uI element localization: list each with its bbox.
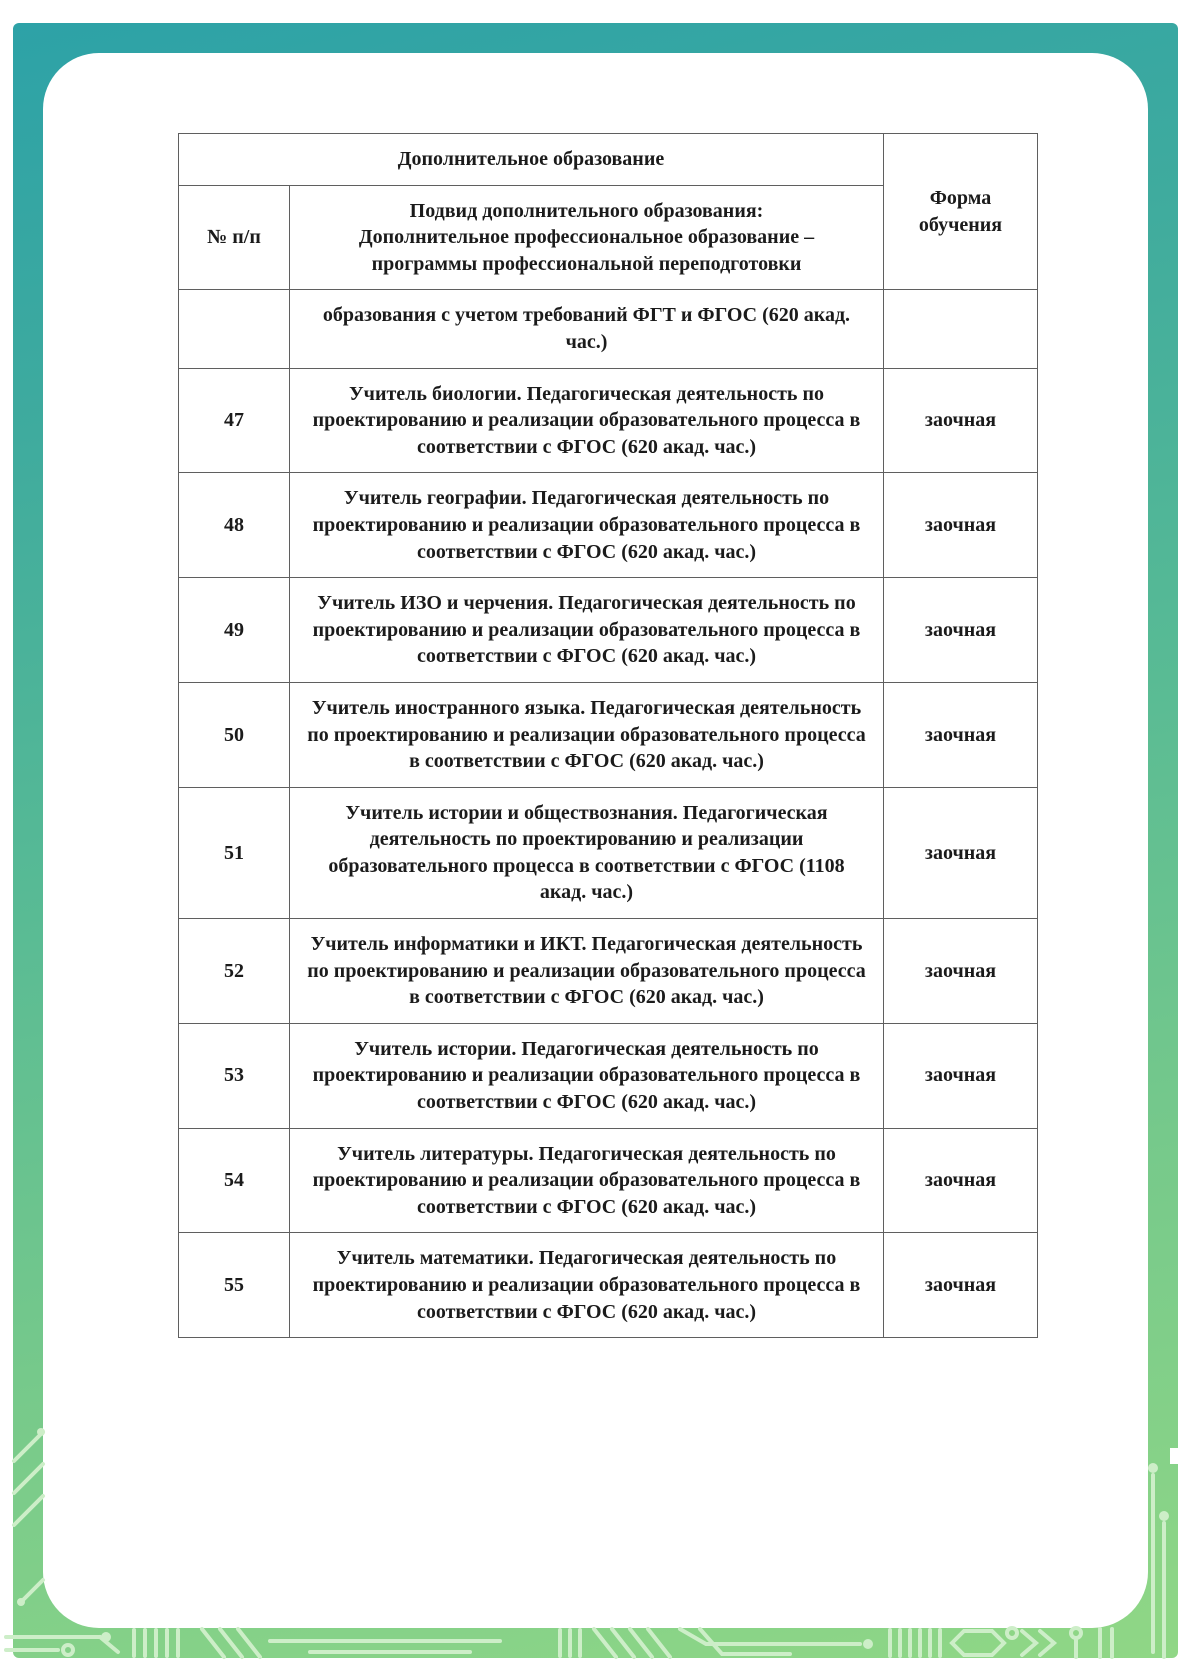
program-description-cell: Учитель истории и обществознания. Педагогическая деятельность по проектированию и реализации образовательного процесса в соответствии с ФГОС (1108 акад. час.) <box>290 787 884 918</box>
table-row <box>179 682 1038 787</box>
education-table <box>178 133 1038 1338</box>
table-header-row-group <box>179 134 1038 186</box>
study-form-cell: заочная <box>884 1128 1038 1233</box>
study-form-cell: заочная <box>884 578 1038 683</box>
header-subtype-line-3: программы профессиональной переподготовки <box>371 252 802 275</box>
table-row <box>179 787 1038 918</box>
study-form-cell <box>884 290 1038 368</box>
program-description-cell: Учитель истории. Педагогическая деятельность по проектированию и реализации образовательного процесса в соответствии с ФГОС (620 акад. час.) <box>290 1023 884 1128</box>
program-description-cell: Учитель информатики и ИКТ. Педагогическая деятельность по проектированию и реализации образовательного процесса в соответствии с ФГОС (620 акад. час.) <box>290 919 884 1024</box>
header-row-number: № п/п <box>179 185 290 290</box>
program-description-cell: Учитель географии. Педагогическая деятельность по проектированию и реализации образовательного процесса в соответствии с ФГОС (620 акад. час.) <box>290 473 884 578</box>
program-description-cell: Учитель литературы. Педагогическая деятельность по проектированию и реализации образовательного процесса в соответствии с ФГОС (620 акад. час.) <box>290 1128 884 1233</box>
row-number-cell: 51 <box>179 787 290 918</box>
program-description-cell: Учитель ИЗО и черчения. Педагогическая деятельность по проектированию и реализации образовательного процесса в соответствии с ФГОС (620 акад. час.) <box>290 578 884 683</box>
program-description-cell: Учитель биологии. Педагогическая деятельность по проектированию и реализации образовательного процесса в соответствии с ФГОС (620 акад. час.) <box>290 368 884 473</box>
row-number-cell: 55 <box>179 1233 290 1338</box>
header-subtype-line-1: Подвид дополнительного образования: <box>409 199 764 222</box>
table-row <box>179 1023 1038 1128</box>
table-header <box>179 134 1038 290</box>
study-form-cell: заочная <box>884 473 1038 578</box>
table-row <box>179 578 1038 683</box>
study-form-cell: заочная <box>884 787 1038 918</box>
header-subtype-line-2: Дополнительное профессиональное образование – <box>358 226 815 249</box>
table-row <box>179 368 1038 473</box>
study-form-cell: заочная <box>884 682 1038 787</box>
study-form-cell: заочная <box>884 1233 1038 1338</box>
table-row <box>179 1128 1038 1233</box>
row-number-cell: 48 <box>179 473 290 578</box>
table-body <box>179 290 1038 1338</box>
row-number-cell: 52 <box>179 919 290 1024</box>
program-description-cell: Учитель математики. Педагогическая деятельность по проектированию и реализации образовательного процесса в соответствии с ФГОС (620 акад. час.) <box>290 1233 884 1338</box>
table-row <box>179 919 1038 1024</box>
study-form-cell: заочная <box>884 368 1038 473</box>
header-study-form: Форма обучения <box>884 134 1038 290</box>
row-number-cell <box>179 290 290 368</box>
program-description-cell: Учитель иностранного языка. Педагогическая деятельность по проектированию и реализации образовательного процесса в соответствии с ФГОС (620 акад. час.) <box>290 682 884 787</box>
row-number-cell: 49 <box>179 578 290 683</box>
header-program-subtype <box>290 185 884 290</box>
table-row <box>179 1233 1038 1338</box>
header-group-title: Дополнительное образование <box>179 134 884 186</box>
study-form-cell: заочная <box>884 919 1038 1024</box>
table-row <box>179 290 1038 368</box>
row-number-cell: 54 <box>179 1128 290 1233</box>
row-number-cell: 47 <box>179 368 290 473</box>
table-row <box>179 473 1038 578</box>
study-form-cell: заочная <box>884 1023 1038 1128</box>
row-number-cell: 50 <box>179 682 290 787</box>
program-description-cell: образования с учетом требований ФГТ и ФГОС (620 акад. час.) <box>290 290 884 368</box>
row-number-cell: 53 <box>179 1023 290 1128</box>
